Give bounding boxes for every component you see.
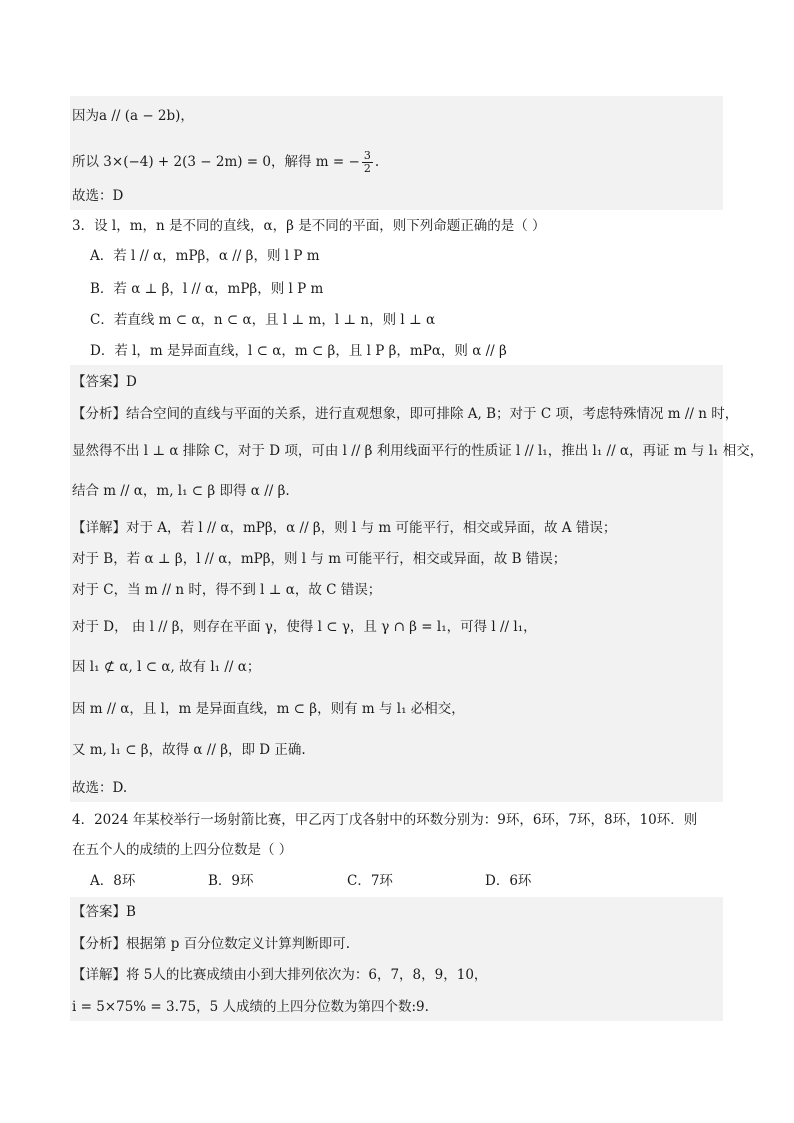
detail-3-line-1: 【详解】对于 A，若 l // α，mPβ，α // β，则 l 与 m 可能平行，相交或异面，故 A 错误； (72, 520, 617, 536)
option-4d: D．6环 (485, 873, 532, 889)
option-4a: A．8环 (90, 873, 136, 889)
detail-3-line-4: 对于 D， 由 l // β，则存在平面 γ，使得 l ⊂ γ，且 γ ∩ β = l₁，可得 l // l₁， (72, 619, 537, 635)
detail-3-line-5: 因 l₁ ⊄ α, l ⊂ α, 故有 l₁ // α； (72, 659, 261, 675)
detail-3-line-8: 故选：D. (72, 780, 128, 796)
detail-3-line-6: 因 m // α，且 l，m 是异面直线，m ⊂ β，则有 m 与 l₁ 必相交， (72, 701, 465, 717)
fraction-numerator: 3 (363, 149, 371, 162)
option-3c: C．若直线 m ⊂ α，n ⊂ α，且 l ⊥ m，l ⊥ n，则 l ⊥ α (90, 312, 436, 328)
detail-3-line-7: 又 m, l₁ ⊂ β，故得 α // β，即 D 正确. (72, 742, 306, 758)
fraction-denominator: 2 (363, 162, 371, 175)
analysis-3-line-3: 结合 m // α，m, l₁ ⊂ β 即得 α // β. (72, 483, 290, 499)
choice-line: 故选：D (72, 188, 124, 204)
option-3a: A．若 l // α，mPβ，α // β，则 l P m (90, 248, 320, 264)
analysis-4: 【分析】根据第 p 百分位数定义计算判断即可. (72, 936, 351, 952)
analysis-3-line-1: 【分析】结合空间的直线与平面的关系，进行直观想象，即可排除 A, B；对于 C 项，考虑特殊情况 m // n 时， (72, 406, 739, 422)
equation-line (72, 150, 379, 175)
detail-4-line-2: i = 5×75% = 3.75，5 人成绩的上四分位数为第四个数:9. (72, 999, 429, 1015)
question-4-line-1: 4．2024 年某校举行一场射箭比赛，甲乙丙丁戊各射中的环数分别为：9环，6环，7环，8环，10环．则 (72, 812, 698, 828)
option-3b: B．若 α ⊥ β，l // α，mPβ，则 l P m (90, 281, 324, 297)
fraction (362, 150, 373, 175)
analysis-3-line-2: 显然得不出 l ⊥ α 排除 C，对于 D 项，可由 l // β 利用线面平行的性质证 l // l₁，推出 l₁ // α，再证 m 与 l₁ 相交， (72, 443, 764, 459)
option-4c: C．7环 (347, 873, 393, 889)
equation-end: . (374, 154, 380, 170)
question-4-line-2: 在五个人的成绩的上四分位数是（ ） (72, 842, 293, 858)
question-3: 3．设 l，m，n 是不同的直线，α，β 是不同的平面，则下列命题正确的是（ ） (72, 218, 546, 234)
answer-3: 【答案】D (72, 374, 137, 390)
option-4b: B．9环 (208, 873, 254, 889)
reason-line: 因为a // (a − 2b)， (72, 108, 194, 124)
detail-3-line-3: 对于 C，当 m // n 时，得不到 l ⊥ α，故 C 错误； (72, 582, 382, 598)
answer-4: 【答案】B (72, 904, 136, 920)
detail-3-line-2: 对于 B，若 α ⊥ β，l // α，mPβ，则 l 与 m 可能平行，相交或异面，故 B 错误； (72, 551, 567, 567)
equation-text: 所以 3×(−4) + 2(3 − 2m) = 0，解得 m = − (72, 154, 360, 170)
option-3d: D．若 l，m 是异面直线，l ⊂ α，m ⊂ β，且 l P β，mPα，则 α // β (90, 343, 507, 359)
options-4 (90, 871, 531, 891)
detail-4-line-1: 【详解】将 5人的比赛成绩由小到大排列依次为：6，7，8，9，10， (72, 967, 488, 983)
